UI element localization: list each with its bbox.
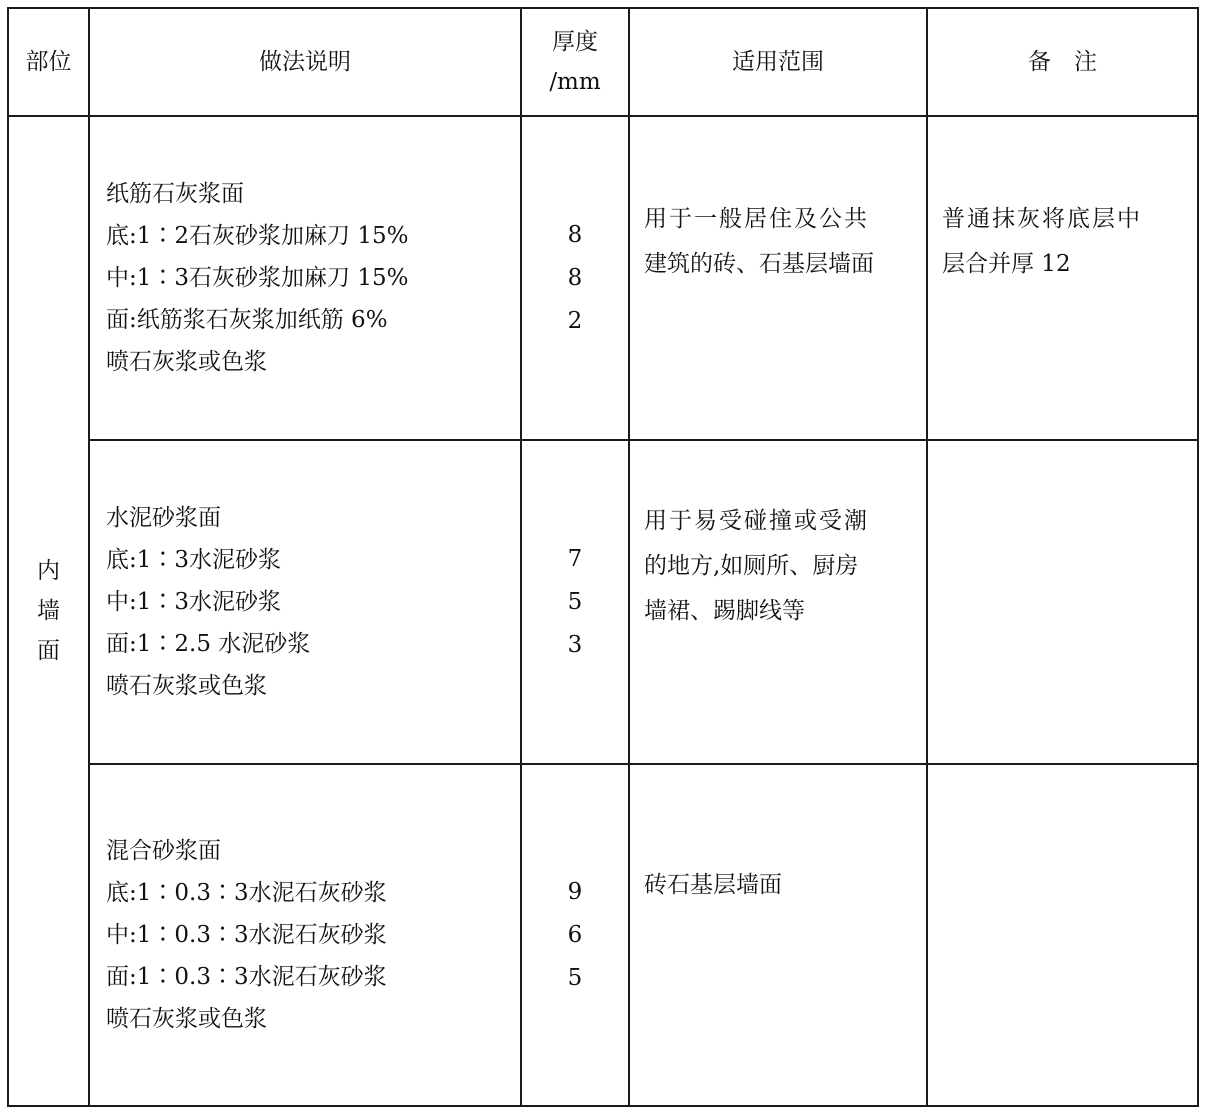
thickness-value: 7 — [567, 545, 583, 572]
thickness-value: 3 — [567, 631, 583, 658]
method-line: 底:1∶2石灰砂浆加麻刀 15% — [106, 223, 409, 249]
scope-line: 的地方,如厕所、厨房 — [644, 553, 859, 579]
scope-line: 建筑的砖、石基层墙面 — [644, 251, 874, 277]
method-cell — [89, 440, 521, 764]
method-line: 底:1∶3水泥砂浆 — [106, 547, 282, 573]
header-thickness — [521, 8, 629, 116]
thickness-cell — [521, 440, 629, 764]
thickness-value: 6 — [567, 921, 583, 948]
scope-cell — [629, 764, 927, 1106]
method-title: 水泥砂浆面 — [106, 505, 221, 531]
note-cell — [927, 440, 1198, 764]
header-note: 备 注 — [927, 8, 1198, 116]
scope-line: 用于一般居住及公共 — [644, 206, 869, 232]
header-method: 做法说明 — [89, 8, 521, 116]
note-line: 普通抹灰将底层中 — [942, 206, 1142, 232]
method-line: 中:1∶3水泥砂浆 — [106, 589, 282, 615]
spec-table-container — [7, 7, 1199, 1107]
part-cell — [8, 116, 89, 1106]
method-line: 面:纸筋浆石灰浆加纸筋 6% — [106, 307, 388, 333]
note-cell — [927, 764, 1198, 1106]
thickness-cell — [521, 116, 629, 440]
scope-line: 用于易受碰撞或受潮 — [644, 508, 869, 534]
thickness-value: 8 — [567, 264, 583, 291]
thickness-value: 8 — [567, 221, 583, 248]
scope-line: 墙裙、踢脚线等 — [644, 598, 805, 624]
header-thickness-unit: /mm — [549, 69, 601, 95]
thickness-value: 2 — [567, 307, 583, 334]
method-title: 混合砂浆面 — [106, 838, 221, 864]
method-cell — [89, 116, 521, 440]
thickness-cell — [521, 764, 629, 1106]
table-row — [8, 116, 1198, 440]
method-line: 底:1∶0.3∶3水泥石灰砂浆 — [106, 880, 387, 906]
method-line: 面:1∶2.5 水泥砂浆 — [106, 631, 311, 657]
wall-finish-spec-table — [7, 7, 1199, 1107]
scope-cell — [629, 116, 927, 440]
part-char: 内 — [37, 558, 60, 584]
method-title: 纸筋石灰浆面 — [106, 181, 244, 207]
header-row — [8, 8, 1198, 116]
header-thickness-label: 厚度 — [552, 29, 598, 55]
method-line: 面:1∶0.3∶3水泥石灰砂浆 — [106, 964, 387, 990]
method-line: 中:1∶3石灰砂浆加麻刀 15% — [106, 265, 409, 291]
header-scope: 适用范围 — [629, 8, 927, 116]
thickness-value: 9 — [567, 878, 583, 905]
part-char: 面 — [37, 638, 60, 664]
table-row — [8, 440, 1198, 764]
method-line: 喷石灰浆或色浆 — [106, 1006, 267, 1032]
method-line: 中:1∶0.3∶3水泥石灰砂浆 — [106, 922, 387, 948]
thickness-value: 5 — [567, 964, 583, 991]
method-line: 喷石灰浆或色浆 — [106, 673, 267, 699]
header-part: 部位 — [8, 8, 89, 116]
method-cell — [89, 764, 521, 1106]
note-line: 层合并厚 12 — [942, 251, 1071, 277]
scope-line: 砖石基层墙面 — [644, 872, 782, 898]
thickness-value: 5 — [567, 588, 583, 615]
note-cell — [927, 116, 1198, 440]
method-line: 喷石灰浆或色浆 — [106, 349, 267, 375]
table-row — [8, 764, 1198, 1106]
scope-cell — [629, 440, 927, 764]
part-char: 墙 — [37, 598, 60, 624]
